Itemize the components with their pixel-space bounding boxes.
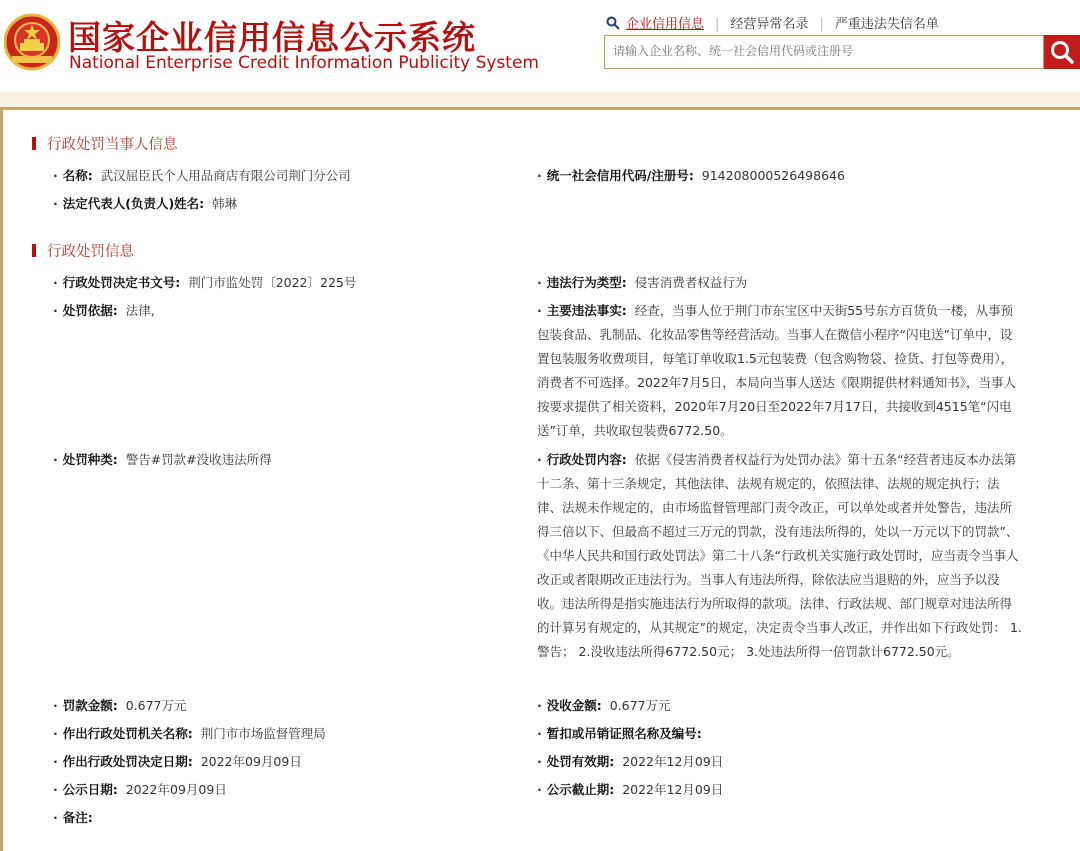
field-penalty-basis: · 处罚依据: 法律, (53, 303, 155, 318)
field-value: 侵害消费者权益行为 (634, 275, 748, 290)
national-emblem-icon (4, 12, 60, 72)
section-penalty-info (32, 240, 134, 261)
field-decision-date: · 作出行政处罚决定日期: 2022年09月09日 (53, 754, 302, 769)
field-penalty-content: · 行政处罚内容: 依据《侵害消费者权益行为处罚办法》第十五条“经营者违反本办法第十二条、第十三条规定，其他法律、法规有规定的，依照法律、法规的规定执行；法律、法规未作规定的，由市场监督管理部门责令改正，可以单处或者并处警告，违法所得三倍以下、但最高不超过三万元的罚款，没有违法所得的，处以一万元以下的罚款”、《中华人民共和国行政处罚法》第二十八条“行政机关实施行政处罚时，应当责令当事人改正或者限期改正违法行为。当事人有违法所得，除依法应当退赔的外，应当予以没收。违法所得是指实施违法行为所取得的款项。法律、行政法规、部门规章对违法所得的计算另有规定的，从其规定”的规定，决定责令当事人改正，并作出如下行政处罚： 1.警告； 2.没收违法所得6772.50元； 3.处违法所得一倍罚款计6772.50元。 (537, 452, 1022, 659)
field-publish-date: · 公示日期: 2022年09月09日 (53, 782, 227, 797)
field-publish-end: · 公示截止期: 2022年12月09日 (537, 782, 724, 797)
field-value: 0.677万元 (609, 698, 671, 713)
field-name: · 名称: 武汉屈臣氏个人用品商店有限公司荆门分公司 (53, 168, 351, 183)
top-navigation (606, 13, 939, 32)
site-title: 国家企业信用信息公示系统 (68, 18, 476, 57)
field-value: 2022年09月09日 (200, 754, 302, 769)
nav-enterprise-credit[interactable]: 企业信用信息 (626, 17, 705, 32)
field-value: 经查，当事人位于荆门市东宝区中天街55号东方百货负一楼，从事预包装食品、乳制品、化妆品零售等经营活动。当事人在微信小程序“闪电送”订单中，设置包装服务收费项目，每笔订单收取1.5元包装费（包含购物袋、捡货、打包等费用），消费者不可选择。2022年7月5日，本局向当事人送达《限期提供材料通知书》，当事人按要求提供了相关资料，2020年7月20日至2022年7月17日，共接收到4515笔“闪电送”订单，共收取包装费6772.50。 (537, 303, 1016, 438)
field-value: 法律, (125, 303, 155, 318)
site-subtitle: National Enterprise Credit Information Publicity System (69, 53, 539, 73)
search-button[interactable] (1044, 35, 1080, 69)
field-value: 914208000526498646 (701, 168, 845, 183)
field-decision-no: · 行政处罚决定书文号: 荆门市监处罚〔2022〕225号 (53, 275, 357, 290)
nav-serious-violation-list[interactable]: 严重违法失信名单 (834, 17, 939, 32)
field-value: 2022年12月09日 (622, 782, 724, 797)
section-marker (32, 137, 36, 150)
section-party-info (32, 133, 178, 154)
search-icon (1044, 35, 1080, 69)
nav-separator: | (715, 17, 720, 32)
field-value: 荆门市监处罚〔2022〕225号 (188, 275, 357, 290)
field-value: 2022年12月09日 (622, 754, 724, 769)
header-divider (0, 92, 1080, 107)
section-title: 行政处罚当事人信息 (47, 137, 178, 153)
field-value: 武汉屈臣氏个人用品商店有限公司荆门分公司 (100, 168, 351, 183)
field-value: 0.677万元 (125, 698, 187, 713)
field-authority: · 作出行政处罚机关名称: 荆门市市场监督管理局 (53, 726, 326, 741)
field-value: 依据《侵害消费者权益行为处罚办法》第十五条“经营者违反本办法第十二条、第十三条规定，其他法律、法规有规定的，依照法律、法规的规定执行；法律、法规未作规定的，由市场监督管理部门责令改正，可以单处或者并处警告，违法所得三倍以下、但最高不超过三万元的罚款，没有违法所得的，处以一万元以下的罚款”、《中华人民共和国行政处罚法》第二十八条“行政机关实施行政处罚时，应当责令当事人改正或者限期改正违法行为。当事人有违法所得，除依法应当退赔的外，应当予以没收。违法所得是指实施违法行为所取得的款项。法律、行政法规、部门规章对违法所得的计算另有规定的，从其规定”的规定，决定责令当事人改正，并作出如下行政处罚： 1.警告； 2.没收违法所得6772.50元； 3.处违法所得一倍罚款计6772.50元。 (537, 452, 1022, 659)
site-header (0, 0, 1080, 92)
field-license: · 暂扣或吊销证照名称及编号: (537, 726, 702, 741)
field-confiscated-amount: · 没收金额: 0.677万元 (537, 698, 671, 713)
search-field (604, 35, 1044, 69)
field-remark: · 备注: (53, 810, 93, 825)
field-legal-rep: · 法定代表人(负责人)姓名: 韩琳 (53, 196, 238, 211)
section-marker (32, 244, 36, 257)
field-value: 荆门市市场监督管理局 (200, 726, 326, 741)
nav-separator: | (819, 17, 824, 32)
field-penalty-kind: · 处罚种类: 警告#罚款#没收违法所得 (53, 452, 272, 467)
field-valid-period: · 处罚有效期: 2022年12月09日 (537, 754, 724, 769)
field-value: 韩琳 (212, 196, 238, 211)
field-main-facts: · 主要违法事实: 经查，当事人位于荆门市东宝区中天街55号东方百货负一楼，从事预包装食品、乳制品、化妆品零售等经营活动。当事人在微信小程序“闪电送”订单中，设置包装服务收费项目，每笔订单收取1.5元包装费（包含购物袋、捡货、打包等费用），消费者不可选择。2022年7月5日，本局向当事人送达《限期提供材料通知书》，当事人按要求提供了相关资料，2020年7月20日至2022年7月17日，共接收到4515笔“闪电送”订单，共收取包装费6772.50。 (537, 303, 1016, 438)
field-fine-amount: · 罚款金额: 0.677万元 (53, 698, 187, 713)
field-value: 警告#罚款#没收违法所得 (125, 452, 272, 467)
section-title: 行政处罚信息 (47, 244, 134, 260)
field-violation-type: · 违法行为类型: 侵害消费者权益行为 (537, 275, 748, 290)
search-input[interactable] (605, 36, 1033, 66)
search-icon (606, 16, 620, 30)
nav-abnormal-list[interactable]: 经营异常名录 (730, 17, 809, 32)
field-credit-code: · 统一社会信用代码/注册号: 914208000526498646 (537, 168, 845, 183)
field-value: 2022年09月09日 (125, 782, 227, 797)
